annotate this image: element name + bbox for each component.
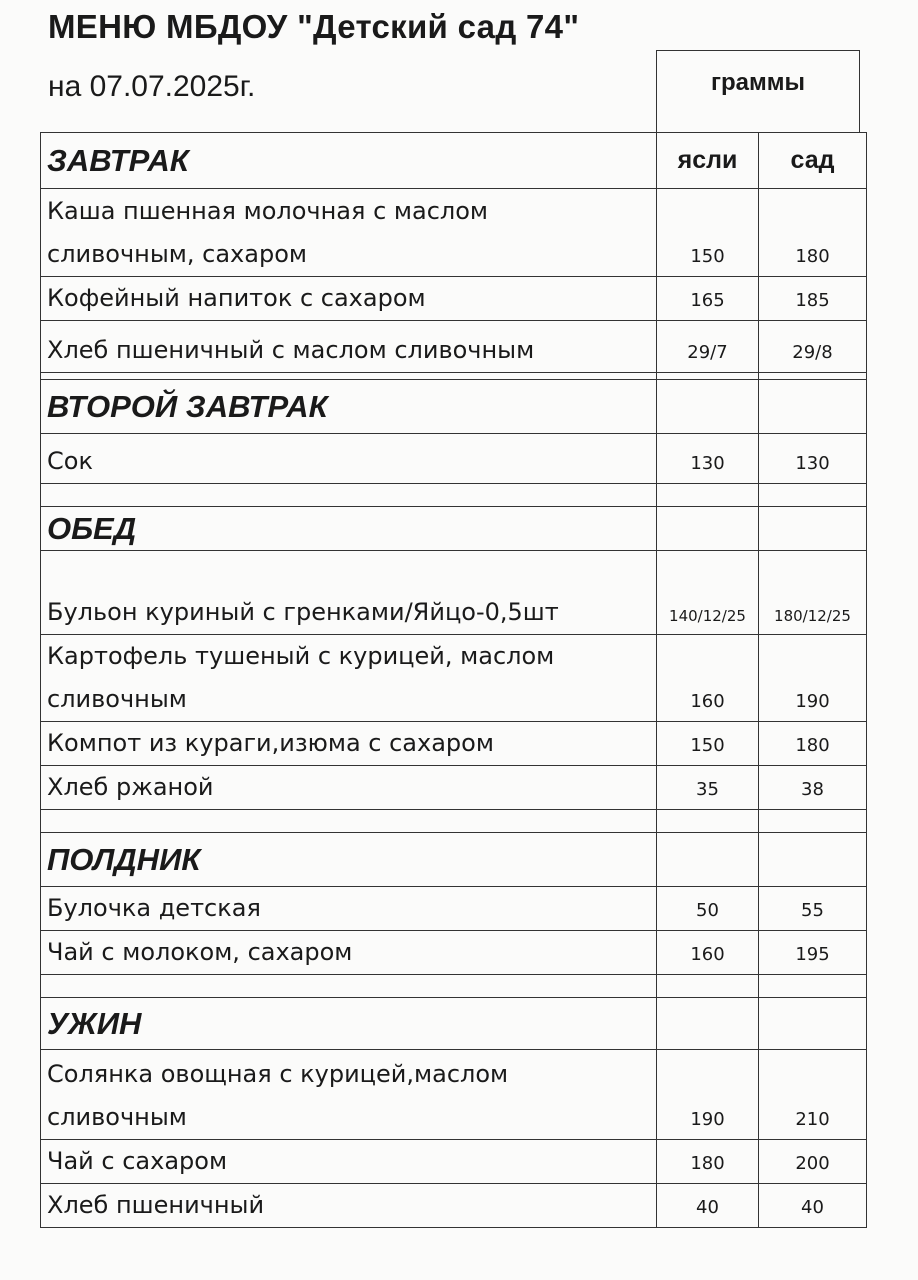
nursery-grams: 160 <box>657 635 759 722</box>
menu-item-row <box>41 551 867 635</box>
units-label: граммы <box>710 69 805 96</box>
menu-item-row <box>41 189 867 277</box>
spacer-row <box>41 373 867 380</box>
col-header-kindergarten: сад <box>759 133 867 189</box>
nursery-grams: 29/7 <box>657 321 759 373</box>
nursery-grams: 50 <box>657 887 759 931</box>
section-title: ВТОРОЙ ЗАВТРАК <box>41 380 657 434</box>
dish-name <box>41 635 657 722</box>
menu-item-row <box>41 321 867 373</box>
nursery-grams: 150 <box>657 189 759 277</box>
nursery-grams: 40 <box>657 1184 759 1228</box>
spacer-row <box>41 484 867 507</box>
dish-name: Чай с молоком, сахаром <box>41 931 657 975</box>
dish-name-line: Солянка овощная с курицей,маслом <box>47 1060 509 1088</box>
kindergarten-grams: 200 <box>759 1140 867 1184</box>
section-row <box>41 507 867 551</box>
col-header-nursery: ясли <box>657 133 759 189</box>
dish-name: Хлеб пшеничный с маслом сливочным <box>41 321 657 373</box>
menu-item-row <box>41 434 867 484</box>
section-row <box>41 133 867 189</box>
dish-name <box>41 1050 657 1140</box>
dish-name: Хлеб пшеничный <box>41 1184 657 1228</box>
nursery-grams: 150 <box>657 722 759 766</box>
menu-item-row <box>41 635 867 722</box>
kindergarten-grams: 210 <box>759 1050 867 1140</box>
dish-name-line: Картофель тушеный с курицей, маслом <box>47 642 555 670</box>
section-title: УЖИН <box>41 998 657 1050</box>
kindergarten-grams: 130 <box>759 434 867 484</box>
menu-item-row <box>41 1050 867 1140</box>
section-row <box>41 998 867 1050</box>
kindergarten-grams: 180 <box>759 722 867 766</box>
nursery-grams: 140/12/25 <box>657 551 759 635</box>
menu-item-row <box>41 1184 867 1228</box>
menu-item-row <box>41 722 867 766</box>
nursery-grams: 165 <box>657 277 759 321</box>
spacer-row <box>41 975 867 998</box>
dish-name-line: сливочным, сахаром <box>47 240 307 268</box>
dish-name-line: сливочным <box>47 685 187 713</box>
kindergarten-grams: 190 <box>759 635 867 722</box>
section-row <box>41 833 867 887</box>
section-title: ЗАВТРАК <box>41 133 657 189</box>
dish-name <box>41 189 657 277</box>
dish-name: Хлеб ржаной <box>41 766 657 810</box>
menu-table <box>40 132 867 1228</box>
dish-name-line: Каша пшенная молочная с маслом <box>47 197 489 225</box>
kindergarten-grams: 38 <box>759 766 867 810</box>
dish-name: Компот из кураги,изюма с сахаром <box>41 722 657 766</box>
nursery-grams: 35 <box>657 766 759 810</box>
menu-date: на 07.07.2025г. <box>48 70 256 103</box>
kindergarten-grams: 29/8 <box>759 321 867 373</box>
kindergarten-grams: 180/12/25 <box>759 551 867 635</box>
section-title: ПОЛДНИК <box>41 833 657 887</box>
nursery-grams: 180 <box>657 1140 759 1184</box>
dish-name: Булочка детская <box>41 887 657 931</box>
menu-item-row <box>41 766 867 810</box>
nursery-grams: 160 <box>657 931 759 975</box>
menu-item-row <box>41 931 867 975</box>
menu-item-row <box>41 277 867 321</box>
menu-item-row <box>41 1140 867 1184</box>
dish-name-line: сливочным <box>47 1103 187 1131</box>
dish-name: Бульон куриный с гренками/Яйцо-0,5шт <box>41 551 657 635</box>
dish-name: Кофейный напиток с сахаром <box>41 277 657 321</box>
nursery-grams: 130 <box>657 434 759 484</box>
kindergarten-grams: 185 <box>759 277 867 321</box>
nursery-grams: 190 <box>657 1050 759 1140</box>
section-row <box>41 380 867 434</box>
kindergarten-grams: 180 <box>759 189 867 277</box>
section-title: ОБЕД <box>41 507 657 551</box>
units-header-box <box>656 50 860 132</box>
spacer-row <box>41 810 867 833</box>
menu-item-row <box>41 887 867 931</box>
kindergarten-grams: 40 <box>759 1184 867 1228</box>
kindergarten-grams: 195 <box>759 931 867 975</box>
dish-name: Сок <box>41 434 657 484</box>
kindergarten-grams: 55 <box>759 887 867 931</box>
menu-title: МЕНЮ МБДОУ "Детский сад 74" <box>48 8 580 45</box>
dish-name: Чай с сахаром <box>41 1140 657 1184</box>
